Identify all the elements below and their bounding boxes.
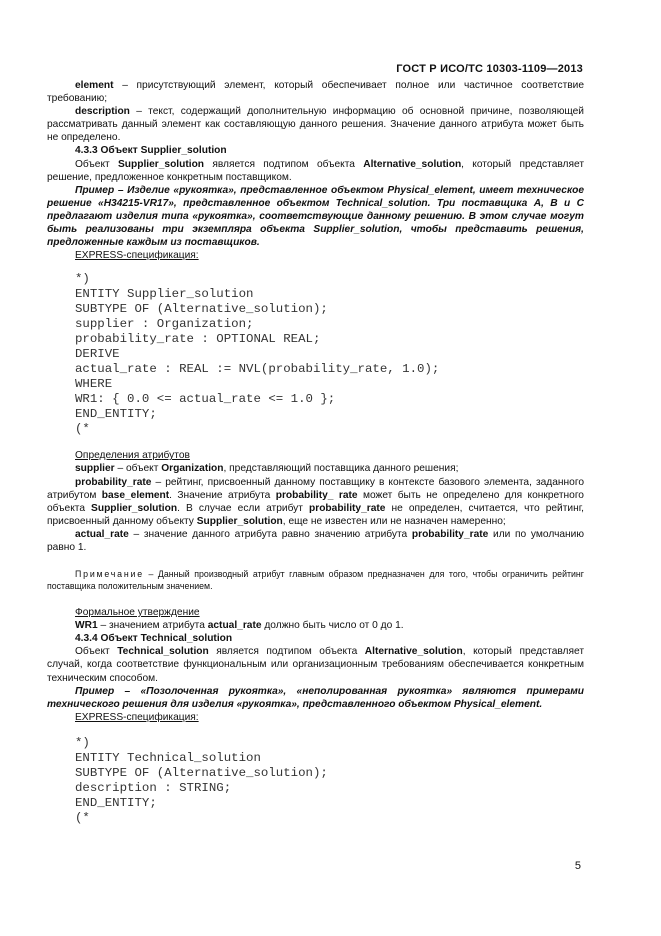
document-header: ГОСТ Р ИСО/ТС 10303-1109—2013	[396, 63, 583, 75]
attr-probability-rate: probability_rate – рейтинг, присвоенный данному поставщику в контексте базового элемента, заданного атрибутом base_element. Значение атрибута probability_ rate может быть не определено для конкретного объекта Supplier_solution. В случае если атрибут probability_rate не определен, считается, что рейтинг, присвоенный данному объекту Supplier_solution, еще не известен или не назначен намеренно;	[47, 476, 584, 527]
attribute-definitions-label: Определения атрибутов	[75, 450, 190, 462]
formal-rule-wr1: WR1 – значением атрибута actual_rate должно быть число от 0 до 1.	[75, 620, 404, 632]
paragraph-element	[47, 79, 584, 105]
document-body	[47, 79, 584, 826]
attr-supplier: supplier – объект Organization, представляющий поставщика данного решения;	[75, 463, 459, 475]
example-2: Пример – «Позолоченная рукоятка», «неполированная рукоятка» являются примерами технического решения для изделия «рукоятка», представленного объектом Physical_element.	[47, 685, 584, 710]
paragraph-technical-solution: Объект Technical_solution является подтипом объекта Alternative_solution, который представляет случай, когда соответствие функциональным или организационным требованиям обеспечивается конкретным техническим способом.	[47, 646, 584, 684]
example-1: Пример – Изделие «рукоятка», представленное объектом Physical_element, имеет техническое решение «H34215-VR17», представленное объектом Technical_solution. Три поставщика А, В и С предлагают изделия типа «рукоятка», соответствующие данному решению. В этом случае могут быть реализованы три экземпляра объекта Supplier_solution, чтобы представить решения, предложенные каждым из поставщиков.	[47, 184, 584, 249]
section-heading-4-3-3: 4.3.3 Объект Supplier_solution	[75, 145, 227, 157]
express-label-1: EXPRESS-спецификация:	[75, 250, 199, 262]
term: description	[75, 106, 130, 118]
formal-statement-label: Формальное утверждение	[75, 607, 200, 619]
note: Примечание – Данный производный атрибут главным образом предназначен для того, чтобы ограничить рейтинг поставщика положительным значением.	[47, 569, 584, 592]
term: element	[75, 80, 114, 91]
definition: – текст, содержащий дополнительную информацию об основной причине, позволяющей рассматривать данный элемент как составляющую данного решения. Значение данного атрибута может быть не определено.	[47, 106, 584, 144]
section-heading-4-3-4: 4.3.4 Объект Technical_solution	[75, 633, 233, 645]
paragraph-description	[47, 105, 584, 144]
definition: – присутствующий элемент, который обеспечивает полное или частичное соответствие требованию;	[47, 80, 584, 105]
page-number: 5	[574, 860, 581, 872]
express-label-2: EXPRESS-спецификация:	[75, 711, 199, 723]
paragraph-supplier-solution: Объект Supplier_solution является подтипом объекта Alternative_solution, который представляет решение, предложенное конкретным поставщиком.	[47, 158, 584, 183]
express-code-1: *) ENTITY Supplier_solution SUBTYPE OF (Alternative_solution); supplier : Organization; probability_rate : OPTIONAL REAL; DERIVE actual_rate : REAL := NVL(probability_rate, 1.0); WHERE WR1: { 0.0 <= actual_rate <= 1.0 }; END_ENTITY; (*	[75, 272, 440, 437]
attr-actual-rate: actual_rate – значение данного атрибута равно значению атрибута probability_rate или по умолчанию равно 1.	[47, 528, 584, 553]
express-code-2: *) ENTITY Technical_solution SUBTYPE OF (Alternative_solution); description : STRING; END_ENTITY; (*	[75, 735, 328, 825]
